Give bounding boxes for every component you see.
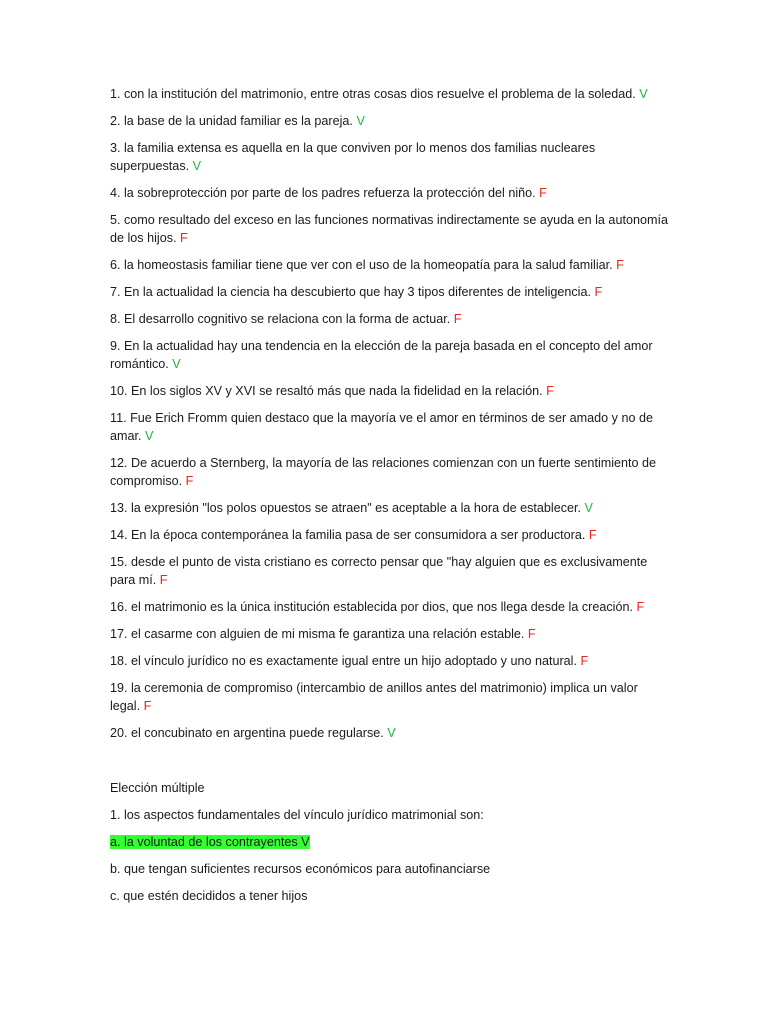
tf-answer-mark: V xyxy=(192,159,202,173)
tf-answer-mark: F xyxy=(185,474,194,488)
tf-item xyxy=(110,598,668,616)
tf-item-text: 17. el casarme con alguien de mi misma fe garantiza una relación estable. xyxy=(110,627,528,641)
tf-item-text: 9. En la actualidad hay una tendencia en la elección de la pareja basada en el concepto del amor romántico. xyxy=(110,339,653,371)
section-title: Elección múltiple xyxy=(110,781,205,795)
mc-option-text: c. que estén decididos a tener hijos xyxy=(110,889,308,903)
tf-item xyxy=(110,283,668,301)
tf-item xyxy=(110,553,668,589)
tf-item-text: 19. la ceremonia de compromiso (intercambio de anillos antes del matrimonio) implica un valor legal. xyxy=(110,681,638,713)
tf-item-text: 12. De acuerdo a Sternberg, la mayoría de las relaciones comienzan con un fuerte sentimiento de compromiso. xyxy=(110,456,657,488)
section-spacer xyxy=(110,751,668,779)
tf-item xyxy=(110,85,668,103)
tf-item-text: 15. desde el punto de vista cristiano es correcto pensar que "hay alguien que es exclusivamente para mí. xyxy=(110,555,648,587)
tf-item-text: 3. la familia extensa es aquella en la que conviven por lo menos dos familias nucleares superpuestas. xyxy=(110,141,596,173)
tf-item xyxy=(110,499,668,517)
tf-item xyxy=(110,526,668,544)
tf-item xyxy=(110,184,668,202)
tf-item-text: 8. El desarrollo cognitivo se relaciona con la forma de actuar. xyxy=(110,312,454,326)
tf-item xyxy=(110,454,668,490)
tf-item-text: 7. En la actualidad la ciencia ha descubierto que hay 3 tipos diferentes de inteligencia. xyxy=(110,285,595,299)
true-false-list xyxy=(110,85,668,742)
tf-item xyxy=(110,211,668,247)
tf-answer-mark: F xyxy=(588,528,597,542)
mc-option xyxy=(110,860,668,878)
mc-question: 1. los aspectos fundamentales del vínculo jurídico matrimonial son: xyxy=(110,808,484,822)
tf-answer-mark: V xyxy=(639,87,648,101)
tf-answer-mark: V xyxy=(584,501,593,515)
tf-item xyxy=(110,679,668,715)
tf-answer-mark: V xyxy=(387,726,396,740)
tf-answer-mark: V xyxy=(356,114,365,128)
tf-item-text: 14. En la época contemporánea la familia pasa de ser consumidora a ser productora. xyxy=(110,528,589,542)
tf-answer-mark: F xyxy=(159,573,168,587)
tf-item-text: 4. la sobreprotección por parte de los padres refuerza la protección del niño. xyxy=(110,186,540,200)
tf-answer-mark: F xyxy=(527,627,536,641)
tf-item xyxy=(110,382,668,400)
tf-item-text: 5. como resultado del exceso en las funciones normativas indirectamente se ayuda en la autonomía de los hijos. xyxy=(110,213,668,245)
tf-item-text: 20. el concubinato en argentina puede regularse. xyxy=(110,726,388,740)
tf-answer-mark: F xyxy=(594,285,603,299)
tf-item-text: 6. la homeostasis familiar tiene que ver con el uso de la homeopatía para la salud familiar. xyxy=(110,258,617,272)
tf-answer-mark: V xyxy=(172,357,181,371)
tf-answer-mark: F xyxy=(580,654,589,668)
tf-item xyxy=(110,310,668,328)
mc-option xyxy=(110,887,668,905)
tf-answer-mark: F xyxy=(546,384,554,398)
tf-item xyxy=(110,724,668,742)
tf-answer-mark: F xyxy=(539,186,547,200)
tf-item xyxy=(110,409,668,445)
tf-item-text: 16. el matrimonio es la única institución establecida por dios, que nos llega desde la creación. xyxy=(110,600,637,614)
mc-option-text-highlighted: a. la voluntad de los contrayentes V xyxy=(110,835,310,849)
tf-item-text: 1. con la institución del matrimonio, entre otras cosas dios resuelve el problema de la soledad. xyxy=(110,87,640,101)
tf-item-text: 10. En los siglos XV y XVI se resaltó más que nada la fidelidad en la relación. xyxy=(110,384,547,398)
tf-answer-mark: F xyxy=(616,258,624,272)
tf-item-text: 13. la expresión "los polos opuestos se atraen" es aceptable a la hora de establecer. xyxy=(110,501,585,515)
tf-item-text: 2. la base de la unidad familiar es la pareja. xyxy=(110,114,357,128)
tf-item-text: 18. el vínculo jurídico no es exactamente igual entre un hijo adoptado y uno natural. xyxy=(110,654,581,668)
tf-item-text: 11. Fue Erich Fromm quien destaco que la mayoría ve el amor en términos de ser amado y no de amar. xyxy=(110,411,653,443)
tf-item xyxy=(110,139,668,175)
tf-item xyxy=(110,112,668,130)
mc-options-list xyxy=(110,833,668,905)
tf-item xyxy=(110,337,668,373)
mc-option-text: b. que tengan suficientes recursos económicos para autofinanciarse xyxy=(110,862,491,876)
mc-option xyxy=(110,833,668,851)
tf-answer-mark: F xyxy=(453,312,462,326)
tf-item xyxy=(110,256,668,274)
tf-answer-mark: F xyxy=(143,699,152,713)
tf-answer-mark: V xyxy=(145,429,154,443)
tf-answer-mark: F xyxy=(180,231,188,245)
tf-item xyxy=(110,652,668,670)
tf-answer-mark: F xyxy=(636,600,645,614)
tf-item xyxy=(110,625,668,643)
